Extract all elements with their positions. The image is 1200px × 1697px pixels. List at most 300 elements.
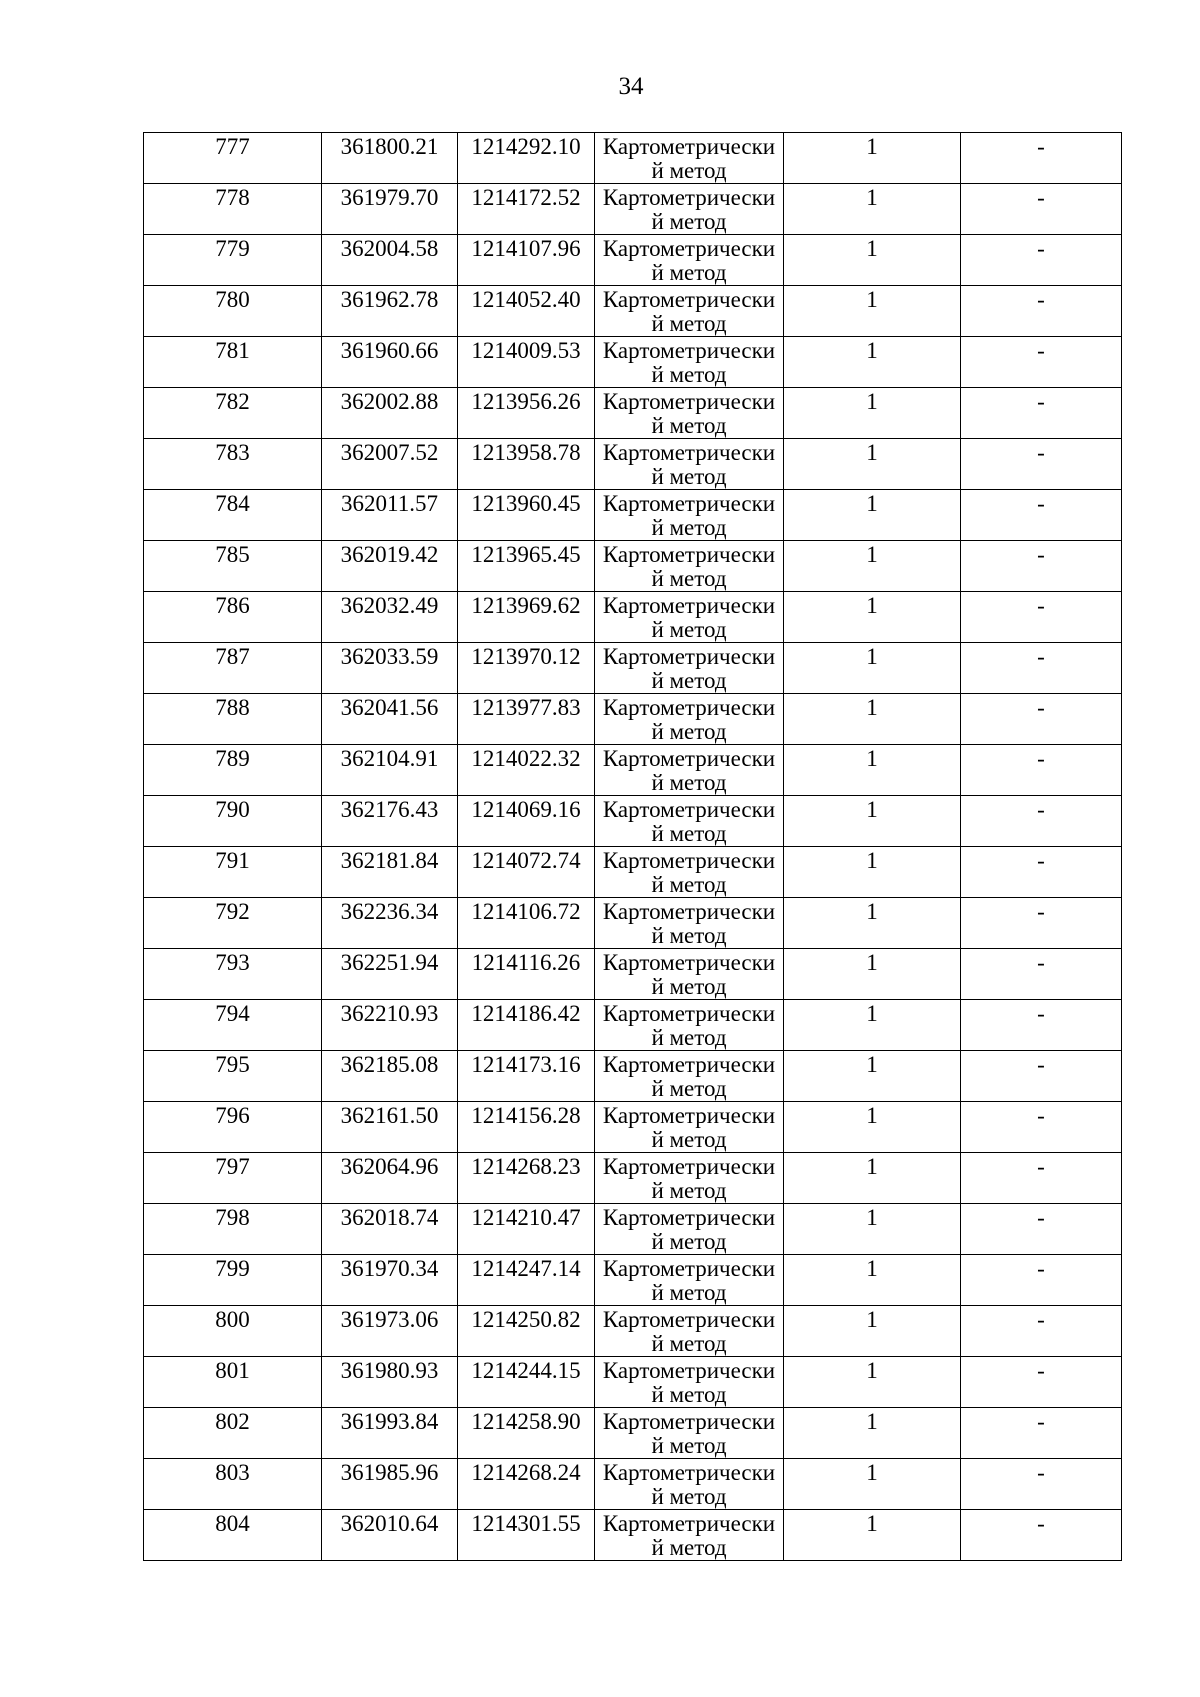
x-coordinate-cell-text: 362007.52 [340, 440, 439, 465]
point-number-cell-text: 803 [215, 1460, 250, 1485]
accuracy-cell [784, 541, 961, 592]
description-cell [961, 286, 1122, 337]
y-coordinate-cell-text: 1214292.10 [471, 134, 581, 159]
description-cell-text: - [1037, 1205, 1045, 1230]
accuracy-cell [784, 1306, 961, 1357]
method-cell [595, 1408, 784, 1459]
point-number-cell-text: 785 [215, 542, 250, 567]
accuracy-cell-text: 1 [866, 899, 878, 924]
y-coordinate-cell-text: 1214244.15 [471, 1358, 581, 1383]
method-cell [595, 1357, 784, 1408]
x-coordinate-cell [322, 592, 458, 643]
description-cell-text: - [1037, 491, 1045, 516]
description-cell-text: - [1037, 1358, 1045, 1383]
table-row [144, 694, 1122, 745]
method-line-2: й метод [651, 1076, 727, 1101]
description-cell [961, 1510, 1122, 1561]
accuracy-cell-text: 1 [866, 848, 878, 873]
y-coordinate-cell-text: 1213960.45 [471, 491, 581, 516]
description-cell [961, 898, 1122, 949]
table-row [144, 1306, 1122, 1357]
point-number-cell [144, 1459, 322, 1510]
point-number-cell [144, 388, 322, 439]
method-cell [595, 592, 784, 643]
description-cell-text: - [1037, 1307, 1045, 1332]
y-coordinate-cell [458, 133, 595, 184]
table-row [144, 184, 1122, 235]
x-coordinate-cell [322, 1357, 458, 1408]
method-text [595, 1306, 783, 1356]
method-line-1: Картометрически [602, 899, 776, 924]
point-number-cell-text: 782 [215, 389, 250, 414]
method-cell [595, 745, 784, 796]
table-row [144, 1204, 1122, 1255]
method-line-2: й метод [651, 209, 727, 234]
point-number-cell-text: 780 [215, 287, 250, 312]
method-cell [595, 847, 784, 898]
table-row [144, 643, 1122, 694]
table-row [144, 490, 1122, 541]
y-coordinate-cell [458, 1000, 595, 1051]
x-coordinate-cell-text: 361960.66 [340, 338, 439, 363]
table-row [144, 949, 1122, 1000]
method-text [595, 1153, 783, 1203]
method-line-2: й метод [651, 1433, 727, 1458]
x-coordinate-cell [322, 1153, 458, 1204]
y-coordinate-cell [458, 847, 595, 898]
x-coordinate-cell-text: 362032.49 [340, 593, 439, 618]
x-coordinate-cell [322, 1408, 458, 1459]
x-coordinate-cell [322, 1102, 458, 1153]
description-cell-text: - [1037, 338, 1045, 363]
description-cell-text: - [1037, 695, 1045, 720]
y-coordinate-cell [458, 898, 595, 949]
accuracy-cell [784, 898, 961, 949]
accuracy-cell-text: 1 [866, 1154, 878, 1179]
accuracy-cell-text: 1 [866, 593, 878, 618]
description-cell-text: - [1037, 440, 1045, 465]
method-line-1: Картометрически [602, 287, 776, 312]
y-coordinate-cell [458, 490, 595, 541]
table-row [144, 439, 1122, 490]
method-cell [595, 949, 784, 1000]
table-row [144, 1255, 1122, 1306]
x-coordinate-cell-text: 362011.57 [341, 491, 438, 516]
method-cell [595, 337, 784, 388]
accuracy-cell [784, 1000, 961, 1051]
point-number-cell [144, 439, 322, 490]
point-number-cell [144, 745, 322, 796]
table-row [144, 1102, 1122, 1153]
x-coordinate-cell [322, 286, 458, 337]
description-cell [961, 1153, 1122, 1204]
method-line-2: й метод [651, 923, 727, 948]
accuracy-cell-text: 1 [866, 644, 878, 669]
point-number-cell-text: 783 [215, 440, 250, 465]
y-coordinate-cell-text: 1214210.47 [471, 1205, 581, 1230]
accuracy-cell [784, 388, 961, 439]
point-number-cell [144, 1153, 322, 1204]
description-cell-text: - [1037, 848, 1045, 873]
accuracy-cell [784, 1153, 961, 1204]
description-cell-text: - [1037, 950, 1045, 975]
method-cell [595, 1306, 784, 1357]
description-cell-text: - [1037, 236, 1045, 261]
description-cell-text: - [1037, 1409, 1045, 1434]
x-coordinate-cell-text: 362236.34 [340, 899, 439, 924]
page-number: 34 [618, 73, 644, 100]
method-line-1: Картометрически [602, 389, 776, 414]
y-coordinate-cell [458, 1255, 595, 1306]
x-coordinate-cell-text: 362018.74 [340, 1205, 439, 1230]
accuracy-cell [784, 1510, 961, 1561]
method-line-2: й метод [651, 1484, 727, 1509]
point-number-cell-text: 804 [215, 1511, 250, 1536]
method-text [595, 1102, 783, 1152]
x-coordinate-cell [322, 1051, 458, 1102]
method-text [595, 541, 783, 591]
point-number-cell [144, 1408, 322, 1459]
x-coordinate-cell-text: 361979.70 [340, 185, 439, 210]
table-row [144, 796, 1122, 847]
point-number-cell-text: 793 [215, 950, 250, 975]
method-line-2: й метод [651, 260, 727, 285]
point-number-cell-text: 796 [215, 1103, 250, 1128]
method-text [595, 439, 783, 489]
point-number-cell-text: 788 [215, 695, 250, 720]
method-text [595, 898, 783, 948]
point-number-cell-text: 795 [215, 1052, 250, 1077]
point-number-cell [144, 133, 322, 184]
y-coordinate-cell [458, 643, 595, 694]
table-row [144, 286, 1122, 337]
table-row [144, 745, 1122, 796]
description-cell [961, 541, 1122, 592]
table-row [144, 1459, 1122, 1510]
point-number-cell [144, 1255, 322, 1306]
point-number-cell [144, 337, 322, 388]
method-text [595, 1408, 783, 1458]
description-cell-text: - [1037, 389, 1045, 414]
accuracy-cell-text: 1 [866, 134, 878, 159]
description-cell-text: - [1037, 1511, 1045, 1536]
description-cell [961, 490, 1122, 541]
x-coordinate-cell [322, 337, 458, 388]
method-text [595, 337, 783, 387]
method-cell [595, 643, 784, 694]
y-coordinate-cell [458, 1459, 595, 1510]
method-line-2: й метод [651, 1331, 727, 1356]
x-coordinate-cell-text: 361980.93 [340, 1358, 439, 1383]
table-row [144, 592, 1122, 643]
description-cell-text: - [1037, 134, 1045, 159]
method-text [595, 235, 783, 285]
method-line-1: Картометрически [602, 491, 776, 516]
x-coordinate-cell-text: 362176.43 [340, 797, 439, 822]
method-line-2: й метод [651, 719, 727, 744]
description-cell [961, 1102, 1122, 1153]
y-coordinate-cell-text: 1214258.90 [471, 1409, 581, 1434]
method-text [595, 1357, 783, 1407]
accuracy-cell-text: 1 [866, 695, 878, 720]
description-cell [961, 388, 1122, 439]
y-coordinate-cell-text: 1214250.82 [471, 1307, 581, 1332]
method-text [595, 643, 783, 693]
accuracy-cell [784, 1204, 961, 1255]
point-number-cell [144, 1510, 322, 1561]
table-row [144, 1051, 1122, 1102]
description-cell-text: - [1037, 644, 1045, 669]
method-cell [595, 388, 784, 439]
table-row [144, 1408, 1122, 1459]
method-text [595, 133, 783, 183]
accuracy-cell-text: 1 [866, 1052, 878, 1077]
description-cell [961, 1255, 1122, 1306]
method-text [595, 286, 783, 336]
y-coordinate-cell-text: 1214268.23 [471, 1154, 581, 1179]
method-cell [595, 490, 784, 541]
point-number-cell [144, 1306, 322, 1357]
method-line-1: Картометрически [602, 134, 776, 159]
point-number-cell-text: 802 [215, 1409, 250, 1434]
method-cell [595, 439, 784, 490]
accuracy-cell-text: 1 [866, 1460, 878, 1485]
coordinates-table-body [144, 133, 1122, 1561]
table-row [144, 235, 1122, 286]
method-text [595, 745, 783, 795]
method-line-1: Картометрически [602, 1103, 776, 1128]
point-number-cell-text: 778 [215, 185, 250, 210]
method-line-1: Картометрически [602, 797, 776, 822]
x-coordinate-cell [322, 490, 458, 541]
method-line-1: Картометрически [602, 593, 776, 618]
method-line-2: й метод [651, 1280, 727, 1305]
description-cell [961, 643, 1122, 694]
x-coordinate-cell [322, 694, 458, 745]
x-coordinate-cell [322, 898, 458, 949]
x-coordinate-cell [322, 235, 458, 286]
point-number-cell [144, 694, 322, 745]
method-text [595, 184, 783, 234]
accuracy-cell [784, 847, 961, 898]
method-cell [595, 184, 784, 235]
method-cell [595, 133, 784, 184]
accuracy-cell-text: 1 [866, 1103, 878, 1128]
y-coordinate-cell-text: 1214301.55 [471, 1511, 581, 1536]
method-cell [595, 1459, 784, 1510]
method-line-1: Картометрически [602, 1256, 776, 1281]
description-cell-text: - [1037, 1052, 1045, 1077]
method-line-1: Картометрически [602, 644, 776, 669]
description-cell-text: - [1037, 1256, 1045, 1281]
accuracy-cell-text: 1 [866, 950, 878, 975]
y-coordinate-cell [458, 1306, 595, 1357]
point-number-cell [144, 898, 322, 949]
point-number-cell [144, 1051, 322, 1102]
x-coordinate-cell [322, 1000, 458, 1051]
description-cell [961, 1000, 1122, 1051]
accuracy-cell [784, 949, 961, 1000]
method-text [595, 388, 783, 438]
y-coordinate-cell-text: 1214022.32 [471, 746, 581, 771]
x-coordinate-cell-text: 362004.58 [340, 236, 439, 261]
method-text [595, 949, 783, 999]
description-cell [961, 1459, 1122, 1510]
point-number-cell [144, 184, 322, 235]
coordinates-table [143, 132, 1122, 1561]
x-coordinate-cell [322, 388, 458, 439]
point-number-cell [144, 1000, 322, 1051]
description-cell-text: - [1037, 797, 1045, 822]
accuracy-cell-text: 1 [866, 287, 878, 312]
accuracy-cell [784, 592, 961, 643]
description-cell-text: - [1037, 1001, 1045, 1026]
method-line-2: й метод [651, 566, 727, 591]
method-cell [595, 1000, 784, 1051]
method-line-1: Картометрически [602, 1358, 776, 1383]
method-cell [595, 796, 784, 847]
method-line-2: й метод [651, 1025, 727, 1050]
y-coordinate-cell [458, 1051, 595, 1102]
y-coordinate-cell [458, 541, 595, 592]
x-coordinate-cell [322, 184, 458, 235]
accuracy-cell-text: 1 [866, 389, 878, 414]
method-line-2: й метод [651, 1127, 727, 1152]
point-number-cell-text: 777 [215, 134, 250, 159]
accuracy-cell [784, 337, 961, 388]
accuracy-cell [784, 490, 961, 541]
description-cell-text: - [1037, 1154, 1045, 1179]
method-line-2: й метод [651, 311, 727, 336]
method-text [595, 1255, 783, 1305]
x-coordinate-cell-text: 361962.78 [340, 287, 439, 312]
description-cell [961, 949, 1122, 1000]
method-line-1: Картометрически [602, 848, 776, 873]
x-coordinate-cell [322, 439, 458, 490]
x-coordinate-cell-text: 362033.59 [340, 644, 439, 669]
method-line-1: Картометрически [602, 440, 776, 465]
accuracy-cell [784, 1357, 961, 1408]
description-cell [961, 184, 1122, 235]
x-coordinate-cell-text: 362251.94 [340, 950, 439, 975]
description-cell-text: - [1037, 1460, 1045, 1485]
point-number-cell-text: 792 [215, 899, 250, 924]
x-coordinate-cell [322, 1510, 458, 1561]
x-coordinate-cell-text: 361970.34 [340, 1256, 439, 1281]
table-row [144, 898, 1122, 949]
y-coordinate-cell [458, 286, 595, 337]
point-number-cell [144, 1357, 322, 1408]
x-coordinate-cell-text: 362041.56 [340, 695, 439, 720]
accuracy-cell-text: 1 [866, 746, 878, 771]
point-number-cell-text: 787 [215, 644, 250, 669]
method-line-1: Картометрически [602, 1001, 776, 1026]
accuracy-cell-text: 1 [866, 1256, 878, 1281]
method-text [595, 1051, 783, 1101]
y-coordinate-cell [458, 745, 595, 796]
method-line-1: Картометрически [602, 1205, 776, 1230]
point-number-cell [144, 592, 322, 643]
point-number-cell [144, 847, 322, 898]
method-line-2: й метод [651, 413, 727, 438]
y-coordinate-cell-text: 1214156.28 [471, 1103, 581, 1128]
x-coordinate-cell [322, 1255, 458, 1306]
y-coordinate-cell-text: 1213956.26 [471, 389, 581, 414]
point-number-cell-text: 800 [215, 1307, 250, 1332]
method-text [595, 847, 783, 897]
description-cell [961, 1306, 1122, 1357]
description-cell [961, 439, 1122, 490]
accuracy-cell-text: 1 [866, 1205, 878, 1230]
method-text [595, 1204, 783, 1254]
point-number-cell-text: 799 [215, 1256, 250, 1281]
point-number-cell [144, 1102, 322, 1153]
method-line-2: й метод [651, 821, 727, 846]
point-number-cell-text: 784 [215, 491, 250, 516]
accuracy-cell-text: 1 [866, 1358, 878, 1383]
method-line-1: Картометрически [602, 950, 776, 975]
y-coordinate-cell-text: 1213965.45 [471, 542, 581, 567]
x-coordinate-cell-text: 362002.88 [340, 389, 439, 414]
y-coordinate-cell-text: 1214009.53 [471, 338, 581, 363]
method-line-1: Картометрически [602, 695, 776, 720]
table-row [144, 1000, 1122, 1051]
method-text [595, 592, 783, 642]
table-row [144, 847, 1122, 898]
point-number-cell-text: 786 [215, 593, 250, 618]
accuracy-cell [784, 1051, 961, 1102]
y-coordinate-cell [458, 388, 595, 439]
x-coordinate-cell [322, 541, 458, 592]
method-line-1: Картометрически [602, 746, 776, 771]
description-cell-text: - [1037, 542, 1045, 567]
y-coordinate-cell [458, 439, 595, 490]
accuracy-cell-text: 1 [866, 1511, 878, 1536]
accuracy-cell [784, 1459, 961, 1510]
point-number-cell-text: 779 [215, 236, 250, 261]
description-cell-text: - [1037, 746, 1045, 771]
point-number-cell [144, 949, 322, 1000]
description-cell [961, 796, 1122, 847]
description-cell-text: - [1037, 287, 1045, 312]
y-coordinate-cell-text: 1213977.83 [471, 695, 581, 720]
x-coordinate-cell-text: 361985.96 [340, 1460, 439, 1485]
method-text [595, 1000, 783, 1050]
x-coordinate-cell-text: 362185.08 [340, 1052, 439, 1077]
method-line-1: Картометрически [602, 1052, 776, 1077]
method-line-1: Картометрически [602, 1511, 776, 1536]
y-coordinate-cell-text: 1214186.42 [471, 1001, 581, 1026]
y-coordinate-cell-text: 1214172.52 [471, 185, 581, 210]
y-coordinate-cell [458, 1102, 595, 1153]
description-cell [961, 694, 1122, 745]
x-coordinate-cell-text: 362064.96 [340, 1154, 439, 1179]
accuracy-cell-text: 1 [866, 440, 878, 465]
x-coordinate-cell [322, 1459, 458, 1510]
method-cell [595, 235, 784, 286]
accuracy-cell-text: 1 [866, 491, 878, 516]
y-coordinate-cell-text: 1214052.40 [471, 287, 581, 312]
accuracy-cell-text: 1 [866, 1307, 878, 1332]
y-coordinate-cell [458, 235, 595, 286]
point-number-cell [144, 643, 322, 694]
description-cell-text: - [1037, 593, 1045, 618]
x-coordinate-cell-text: 361800.21 [340, 134, 439, 159]
y-coordinate-cell [458, 1510, 595, 1561]
y-coordinate-cell [458, 184, 595, 235]
x-coordinate-cell [322, 796, 458, 847]
method-line-2: й метод [651, 872, 727, 897]
